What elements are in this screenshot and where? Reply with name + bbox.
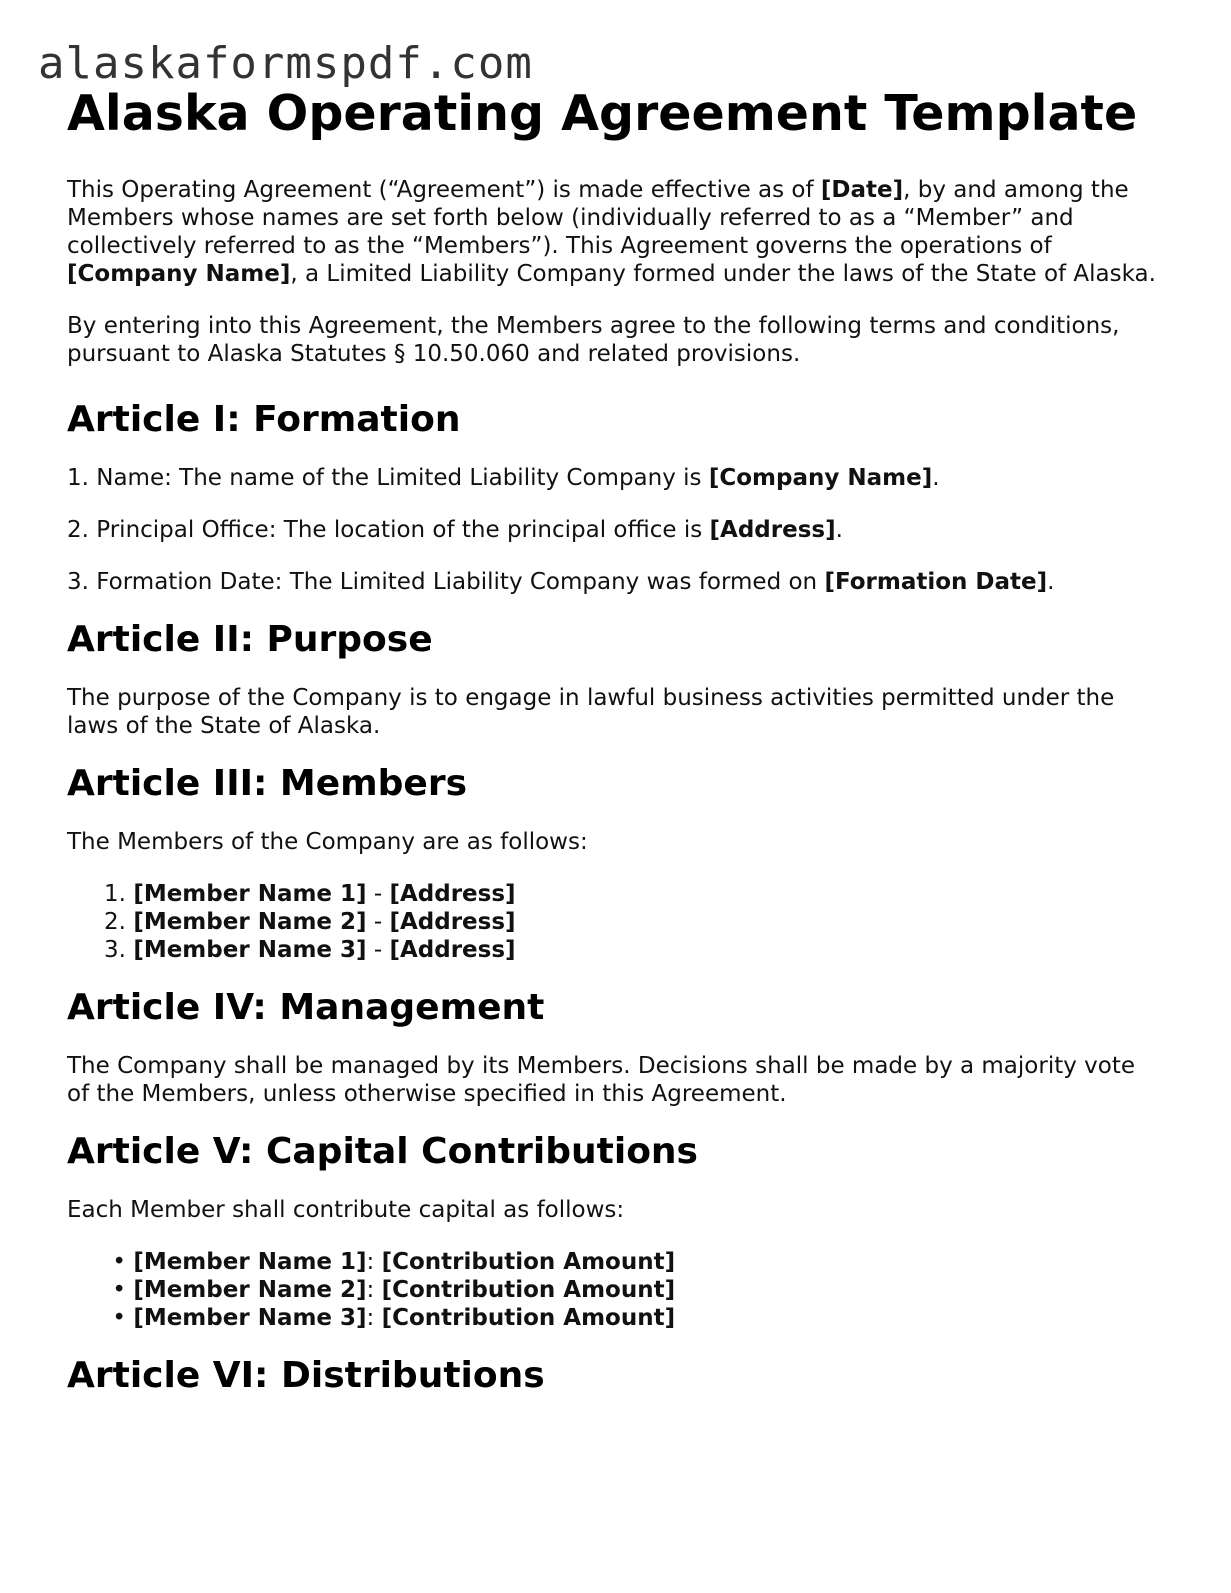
article-6-heading: Article VI: Distributions [67,1355,545,1396]
formation-item-text: 1. Name: The name of the Limited Liability Company is [67,465,709,491]
formation-item [67,568,1157,596]
article-4-heading: Article IV: Management [67,987,545,1028]
list-number: 2. [104,909,126,935]
formation-item-end: . [932,465,940,491]
members-intro: The Members of the Company are as follows: [67,829,588,855]
page-title: Alaska Operating Agreement Template [67,85,1138,142]
formation-item-placeholder: [Company Name] [708,465,933,491]
article-3-heading: Article III: Members [67,763,468,804]
intro-text-2: , by and among the Members whose names are set forth below (individually referred to as a “Member” and collectively referred to as the “Members”). This Agreement governs the operations of [67,177,1129,259]
separator: - [366,937,390,963]
company-name-placeholder: [Company Name] [67,261,291,287]
article-1-heading: Article I: Formation [67,399,461,440]
contributions-intro: Each Member shall contribute capital as follows: [67,1197,625,1223]
contribution-amount-placeholder: [Contribution Amount] [381,1305,676,1331]
purpose-paragraph: The purpose of the Company is to engage in lawful business activities permitted under the laws of the State of Alaska. [67,685,1115,739]
intro-text-1: This Operating Agreement (“Agreement”) is made effective as of [67,177,821,203]
list-item [67,908,1157,936]
list-item [67,936,1157,964]
contribution-amount-placeholder: [Contribution Amount] [381,1249,676,1275]
member-name-placeholder: [Member Name 1] [133,1249,367,1275]
article-2-heading: Article II: Purpose [67,619,433,660]
address-placeholder: [Address] [389,909,516,935]
member-name-placeholder: [Member Name 2] [133,909,367,935]
intro-paragraph [67,176,1157,288]
formation-item [67,516,1157,544]
bullet-icon: • [112,1249,126,1275]
list-item [67,1304,1157,1332]
address-placeholder: [Address] [389,881,516,907]
member-name-placeholder: [Member Name 3] [133,937,367,963]
bullet-icon: • [112,1305,126,1331]
article-5-heading: Article V: Capital Contributions [67,1131,698,1172]
list-number: 1. [104,881,126,907]
formation-item [67,464,1157,492]
date-placeholder: [Date] [820,177,904,203]
formation-item-end: . [1047,569,1055,595]
separator: - [366,909,390,935]
separator: : [366,1277,382,1303]
separator: : [366,1249,382,1275]
formation-item-placeholder: [Address] [709,517,836,543]
member-name-placeholder: [Member Name 1] [133,881,367,907]
site-watermark: alaskaformspdf.com [38,38,533,89]
formation-item-placeholder: [Formation Date] [824,569,1048,595]
formation-item-text: 3. Formation Date: The Limited Liability Company was formed on [67,569,825,595]
member-name-placeholder: [Member Name 3] [133,1305,367,1331]
formation-item-text: 2. Principal Office: The location of the principal office is [67,517,710,543]
contributions-list [67,1248,1157,1332]
address-placeholder: [Address] [389,937,516,963]
members-list [67,880,1157,964]
intro-text-3: , a Limited Liability Company formed under the laws of the State of Alaska. [290,261,1156,287]
list-item [67,1248,1157,1276]
terms-paragraph: By entering into this Agreement, the Members agree to the following terms and conditions, pursuant to Alaska Statutes § 10.50.060 and related provisions. [67,313,1120,367]
separator: : [366,1305,382,1331]
list-item [67,880,1157,908]
separator: - [366,881,390,907]
document-body [67,82,1157,1398]
list-number: 3. [104,937,126,963]
formation-item-end: . [835,517,843,543]
list-item [67,1276,1157,1304]
member-name-placeholder: [Member Name 2] [133,1277,367,1303]
contribution-amount-placeholder: [Contribution Amount] [381,1277,676,1303]
management-paragraph: The Company shall be managed by its Members. Decisions shall be made by a majority vote of the Members, unless otherwise specified in this Agreement. [67,1053,1135,1107]
bullet-icon: • [112,1277,126,1303]
